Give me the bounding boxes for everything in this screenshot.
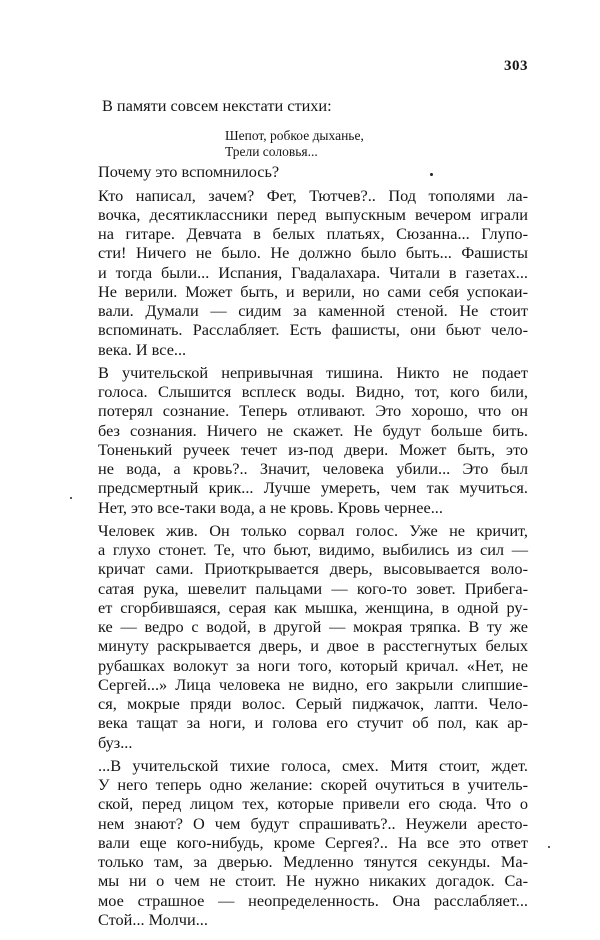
text-line: и тогда были... Испания, Гвадалахара. Читали в газетах... — [98, 262, 528, 282]
text-line: сти! Ничего не было. Не должно было быть... Фашисты — [98, 243, 528, 263]
paragraph — [98, 521, 528, 752]
text-line: ке — ведро с водой, в другой — мокрая тряпка. В ту же — [98, 617, 528, 636]
text-line: сатая рука, шевелит пальцами — кого-то зовет. Прибега- — [98, 578, 528, 598]
text-line: Почему это вспомнилось? — [98, 162, 280, 182]
text-line: без сознания. Ничего не скажет. Не будут больше бить. — [98, 420, 528, 440]
print-speck — [70, 497, 72, 499]
text-line: потерял сознание. Теперь отливают. Это хорошо, что он — [98, 401, 528, 421]
text-line: голоса. Слышится всплеск воды. Видно, тот, кого били, — [98, 382, 528, 401]
text-line: вали. Думали — сидим за каменной стеной. Не стоит — [98, 301, 528, 320]
text-line: нем знают? О чем будут спрашивать?.. Неужели аресто- — [98, 813, 528, 833]
text-line: на гитаре. Девчата в белых платьях, Сюзанна... Глупо- — [98, 224, 528, 243]
text-line: Нет, это все-таки вода, а не кровь. Кровь чернее... — [98, 497, 443, 517]
text-line: не вода, а кровь?.. Значит, человека убили... Это был — [98, 459, 528, 478]
text-line: ской, перед лицом тех, которые привели его сюда. Что о — [98, 794, 528, 814]
text-line: минуту раскрывается дверь, и двое в расстегнутых белых — [98, 636, 528, 656]
text-line: только там, за дверью. Медленно тянутся секунды. Ма- — [98, 852, 528, 871]
paragraph — [98, 162, 528, 181]
print-speck — [548, 846, 550, 848]
text-line: мы ни о чем не стоит. Не нужно никаких догадок. Са- — [98, 871, 528, 891]
text-line: Сергей...» Лица человека не видно, его закрыли слипшие- — [98, 674, 528, 694]
text-line: Не верили. Может быть, и верили, но сами себя успокаи- — [98, 281, 528, 301]
text-line: мое страшное — неопределенность. Она расслабляет... — [98, 890, 528, 910]
text-line: вспоминать. Расслабляет. Есть фашисты, они бьют чело- — [98, 320, 528, 340]
text-line: рубашках волокут за ноги того, который кричал. «Нет, не — [98, 655, 528, 675]
text-line: а глухо стонет. Те, что бьют, видимо, выбились из сил — — [98, 540, 528, 559]
page-number: 303 — [504, 58, 528, 74]
text-line: В учительской непривычная тишина. Никто не подает — [98, 362, 528, 382]
print-speck — [430, 173, 433, 176]
text-line: вали еще кого-нибудь, кроме Сергея?.. На все это ответ — [98, 832, 528, 852]
poem-line: Шепот, робкое дыханье, — [225, 128, 364, 143]
poem-line: Трели соловья... — [225, 144, 318, 159]
paragraphs — [98, 162, 528, 929]
intro-line: В памяти совсем некстати стихи: — [102, 96, 332, 115]
text-line: века тащат за ноги, и голова его стучит об пол, как ар- — [98, 713, 528, 733]
text-line: ся, мокрые пряди волос. Серый пиджачок, лапти. Чело- — [98, 694, 528, 713]
paragraph — [98, 363, 528, 517]
text-line: У него теперь одно желание: скорей очутиться в учитель- — [98, 775, 528, 794]
paragraph — [98, 186, 528, 359]
text-line: ...В учительской тихие голоса, смех. Митя стоит, ждет. — [98, 755, 528, 775]
text-line: века. И все... — [98, 339, 187, 359]
text-line: кричат сами. Приоткрывается дверь, высовывается воло- — [98, 559, 528, 579]
text-line: ет сгорбившаяся, серая как мышка, женщина, в одной ру- — [98, 597, 528, 617]
text-line: предсмертный крик... Лучше умереть, чем так мучиться. — [98, 478, 528, 498]
body-text — [98, 96, 528, 929]
text-line: Кто написал, зачем? Фет, Тютчев?.. Под тополями ла- — [98, 185, 528, 205]
text-line: буз... — [98, 732, 133, 752]
text-line: вочка, десятиклассники перед выпускным вечером играли — [98, 204, 528, 224]
text-line: Тоненький ручеек течет из-под двери. Может быть, это — [98, 439, 528, 459]
text-line: Стой... Молчи... — [98, 909, 208, 929]
text-line: Человек жив. Он только сорвал голос. Уже не кричит, — [98, 520, 528, 540]
paragraph — [98, 756, 528, 929]
